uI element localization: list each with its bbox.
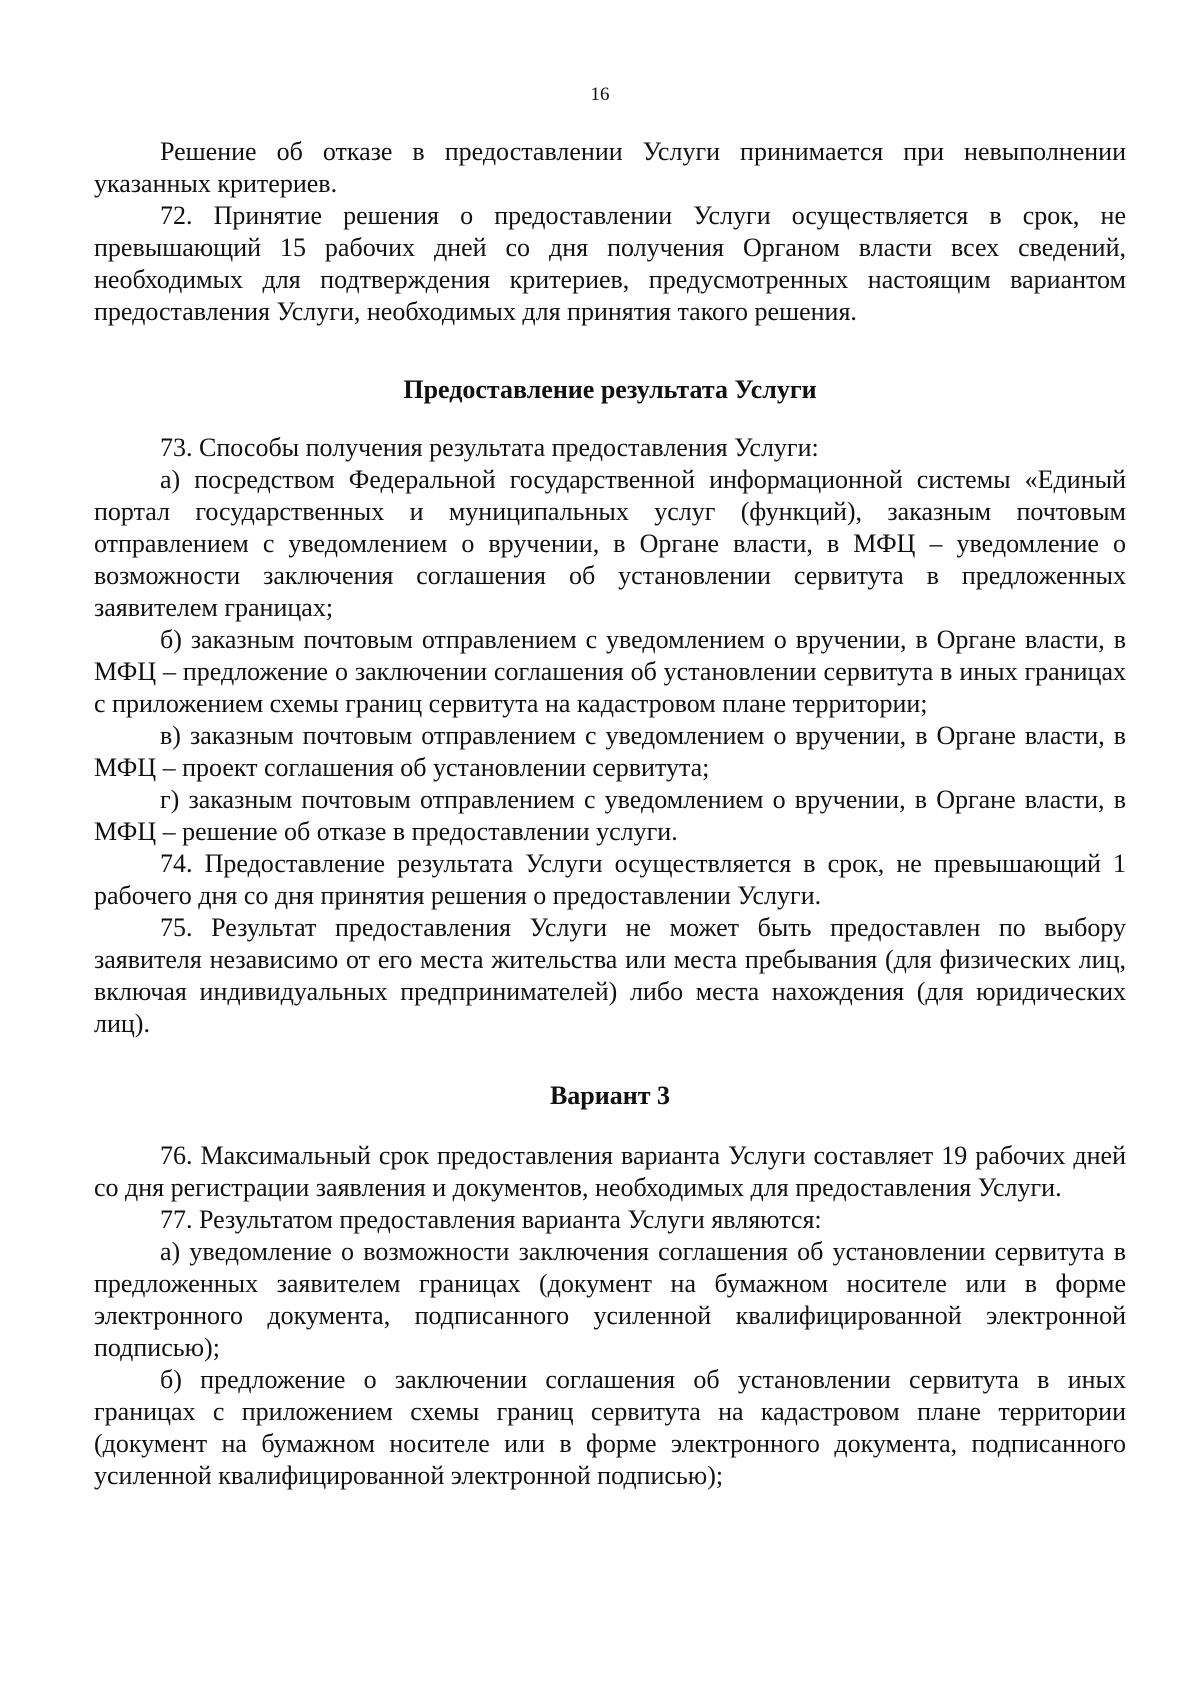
section-heading-variant: Вариант 3	[549, 1081, 671, 1110]
paragraph-76: 76. Максимальный срок предоставления варианта Услуги составляет 19 рабочих дней со дня регистрации заявления и документов, необходимых для предоставления Услуги.	[94, 1141, 1126, 1202]
paragraph-73: 73. Способы получения результата предоставления Услуги:	[160, 433, 819, 462]
paragraph-77-b: б) предложение о заключении соглашения об установлении сервитута в иных границах с приложением схемы границ сервитута на кадастровом плане территории (документ на бумажном носителе или в форме электронного документа, подписанного усиленной квалифицированной электронной подписью);	[94, 1365, 1126, 1490]
paragraph-77-a: а) уведомление о возможности заключения соглашения об установлении сервитута в предложенных заявителем границах (документ на бумажном носителе или в форме электронного документа, подписанного усиленной квалифицированной электронной подписью);	[94, 1237, 1126, 1362]
paragraph-73-v: в) заказным почтовым отправлением с уведомлением о вручении, в Органе власти, в МФЦ – проект соглашения об установлении сервитута;	[94, 721, 1126, 782]
page-number: 16	[590, 84, 610, 105]
paragraph-74: 74. Предоставление результата Услуги осуществляется в срок, не превышающий 1 рабочего дня со дня принятия решения о предоставлении Услуги.	[94, 849, 1126, 910]
paragraph-73-b: б) заказным почтовым отправлением с уведомлением о вручении, в Органе власти, в МФЦ – предложение о заключении соглашения об установлении сервитута в иных границах с приложением схемы границ сервитута на кадастровом плане территории;	[94, 625, 1126, 718]
paragraph-77: 77. Результатом предоставления варианта Услуги являются:	[160, 1205, 822, 1234]
document-body	[94, 136, 1126, 1492]
paragraph-72: 72. Принятие решения о предоставлении Услуги осуществляется в срок, не превышающий 15 рабочих дней со дня получения Органом власти всех сведений, необходимых для подтверждения критериев, предусмотренных настоящим вариантом предоставления Услуги, необходимых для принятия такого решения.	[94, 201, 1126, 326]
paragraph-73-a: а) посредством Федеральной государственной информационной системы «Единый портал государственных и муниципальных услуг (функций), заказным почтовым отправлением с уведомлением о вручении, в Органе власти, в МФЦ – уведомление о возможности заключения соглашения об установлении сервитута в предложенных заявителем границах;	[94, 465, 1126, 622]
paragraph-refusal: Решение об отказе в предоставлении Услуги принимается при невыполнении указанных критериев.	[94, 137, 1126, 198]
section-heading-result: Предоставление результата Услуги	[403, 375, 817, 404]
paragraph-75: 75. Результат предоставления Услуги не может быть предоставлен по выбору заявителя независимо от его места жительства или места пребывания (для физических лиц, включая индивидуальных предпринимателей) либо места нахождения (для юридических лиц).	[94, 913, 1126, 1038]
paragraph-73-g: г) заказным почтовым отправлением с уведомлением о вручении, в Органе власти, в МФЦ – решение об отказе в предоставлении услуги.	[94, 785, 1126, 846]
